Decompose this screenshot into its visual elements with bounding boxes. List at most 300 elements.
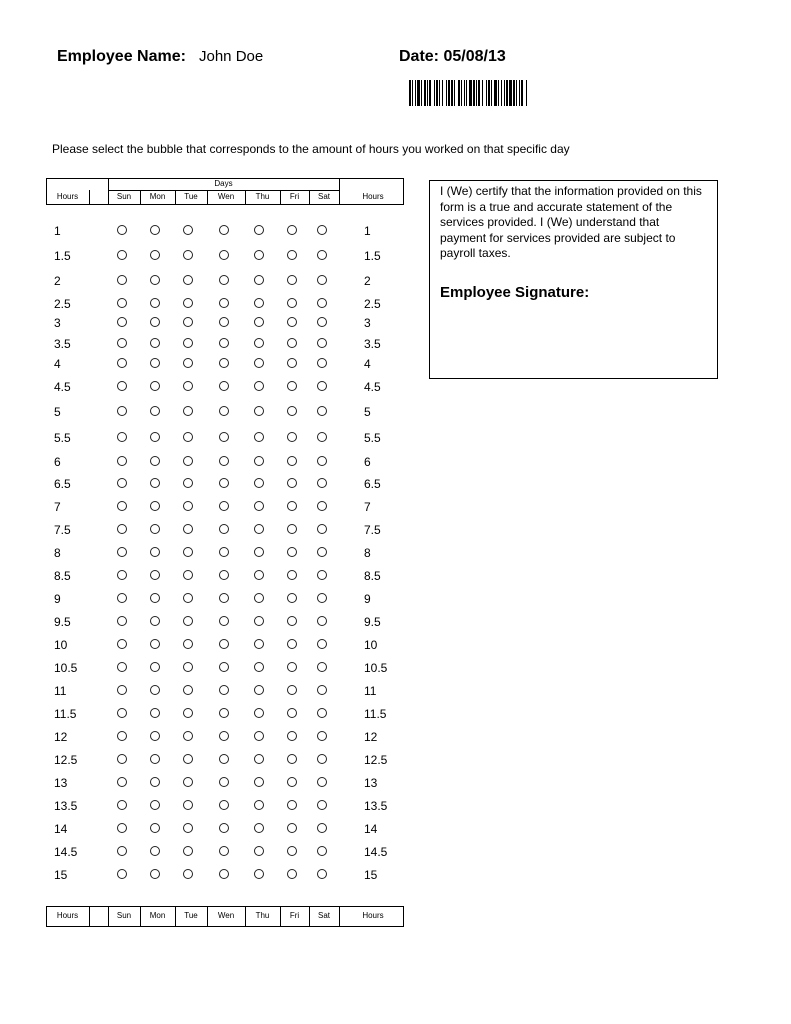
bubble-sun[interactable] (117, 593, 127, 603)
day-header-thu: Thu (255, 192, 270, 201)
hours-value-left: 12.5 (54, 753, 78, 767)
day-header-wen: Wen (217, 911, 235, 920)
table-rule (89, 906, 90, 926)
hours-value-left: 11.5 (54, 707, 77, 721)
bubble-fri[interactable] (287, 317, 297, 327)
bubble-thu[interactable] (254, 358, 264, 368)
bubble-thu[interactable] (254, 662, 264, 672)
bubble-sat[interactable] (317, 358, 327, 368)
hours-value-left: 3.5 (54, 337, 71, 351)
bubble-sun[interactable] (117, 456, 127, 466)
bubble-wen[interactable] (219, 225, 229, 235)
bubble-wen[interactable] (219, 846, 229, 856)
day-header-fri: Fri (289, 192, 300, 201)
table-row (0, 224, 420, 240)
table-rule (403, 906, 404, 926)
table-rule (339, 906, 340, 926)
bubble-sat[interactable] (317, 777, 327, 787)
bubble-thu[interactable] (254, 298, 264, 308)
table-row (0, 523, 420, 539)
table-rule (46, 204, 404, 205)
bubble-mon[interactable] (150, 685, 160, 695)
bubble-fri[interactable] (287, 616, 297, 626)
bubble-sat[interactable] (317, 708, 327, 718)
bubble-fri[interactable] (287, 275, 297, 285)
bubble-tue[interactable] (183, 800, 193, 810)
bubble-fri[interactable] (287, 731, 297, 741)
bubble-fri[interactable] (287, 754, 297, 764)
employee-name-value: John Doe (199, 48, 264, 65)
bubble-fri[interactable] (287, 298, 297, 308)
table-row (0, 753, 420, 769)
table-row (0, 477, 420, 493)
hours-value-right: 7 (364, 500, 371, 514)
bubble-wen[interactable] (219, 317, 229, 327)
table-row (0, 357, 420, 373)
bubble-sun[interactable] (117, 869, 127, 879)
bubble-tue[interactable] (183, 381, 193, 391)
table-row (0, 249, 420, 265)
days-header-top (46, 178, 404, 204)
bubble-mon[interactable] (150, 406, 160, 416)
bubble-sun[interactable] (117, 570, 127, 580)
bubble-wen[interactable] (219, 639, 229, 649)
bubble-fri[interactable] (287, 547, 297, 557)
bubble-sun[interactable] (117, 823, 127, 833)
bubble-thu[interactable] (254, 456, 264, 466)
hours-column-header: Hours (56, 911, 79, 920)
bubble-tue[interactable] (183, 275, 193, 285)
bubble-tue[interactable] (183, 406, 193, 416)
bubble-sun[interactable] (117, 298, 127, 308)
bubble-thu[interactable] (254, 777, 264, 787)
instructions-text: Please select the bubble that corresponds to the amount of hours you worked on that specific day (52, 142, 570, 156)
hours-value-left: 1 (54, 224, 61, 238)
hours-value-left: 9 (54, 592, 61, 606)
bubble-tue[interactable] (183, 616, 193, 626)
bubble-sat[interactable] (317, 731, 327, 741)
table-row (0, 845, 420, 861)
bubble-sun[interactable] (117, 639, 127, 649)
bubble-sun[interactable] (117, 358, 127, 368)
table-row (0, 569, 420, 585)
bubble-fri[interactable] (287, 456, 297, 466)
hours-value-right: 5 (364, 405, 371, 419)
hours-value-left: 8 (54, 546, 61, 560)
bubble-mon[interactable] (150, 593, 160, 603)
bubble-fri[interactable] (287, 338, 297, 348)
bubble-tue[interactable] (183, 432, 193, 442)
bubble-wen[interactable] (219, 338, 229, 348)
bubble-tue[interactable] (183, 501, 193, 511)
bubble-thu[interactable] (254, 869, 264, 879)
bubble-mon[interactable] (150, 823, 160, 833)
table-row (0, 380, 420, 396)
table-row (0, 592, 420, 608)
bubble-sat[interactable] (317, 338, 327, 348)
bubble-fri[interactable] (287, 662, 297, 672)
bubble-fri[interactable] (287, 432, 297, 442)
hours-value-right: 15 (364, 868, 378, 882)
bubble-wen[interactable] (219, 547, 229, 557)
bubble-mon[interactable] (150, 754, 160, 764)
table-row (0, 684, 420, 700)
hours-value-left: 4.5 (54, 380, 71, 394)
bubble-sat[interactable] (317, 478, 327, 488)
bubble-fri[interactable] (287, 225, 297, 235)
bubble-mon[interactable] (150, 250, 160, 260)
bubble-tue[interactable] (183, 731, 193, 741)
bubble-sun[interactable] (117, 432, 127, 442)
bubble-mon[interactable] (150, 275, 160, 285)
bubble-sat[interactable] (317, 524, 327, 534)
table-rule (339, 178, 340, 204)
hours-value-right: 9.5 (364, 615, 381, 629)
bubble-thu[interactable] (254, 338, 264, 348)
hours-value-right: 6 (364, 455, 371, 469)
day-header-fri: Fri (289, 911, 300, 920)
bubble-wen[interactable] (219, 406, 229, 416)
bubble-sun[interactable] (117, 501, 127, 511)
bubble-tue[interactable] (183, 317, 193, 327)
table-row (0, 546, 420, 562)
bubble-fri[interactable] (287, 639, 297, 649)
bubble-wen[interactable] (219, 456, 229, 466)
bubble-wen[interactable] (219, 869, 229, 879)
day-header-thu: Thu (255, 911, 270, 920)
table-row (0, 615, 420, 631)
bubble-sat[interactable] (317, 823, 327, 833)
bubble-wen[interactable] (219, 570, 229, 580)
bubble-wen[interactable] (219, 800, 229, 810)
bubble-fri[interactable] (287, 358, 297, 368)
table-rule (403, 178, 404, 204)
hours-value-right: 14 (364, 822, 378, 836)
hours-value-right: 5.5 (364, 431, 381, 445)
bubble-fri[interactable] (287, 406, 297, 416)
hours-value-left: 15 (54, 868, 68, 882)
bubble-mon[interactable] (150, 800, 160, 810)
day-header-sat: Sat (317, 911, 330, 920)
bubble-tue[interactable] (183, 358, 193, 368)
hours-value-right: 1 (364, 224, 371, 238)
hours-value-left: 2 (54, 274, 61, 288)
bubble-tue[interactable] (183, 250, 193, 260)
hours-value-right: 9 (364, 592, 371, 606)
hours-value-left: 4 (54, 357, 61, 371)
bubble-mon[interactable] (150, 708, 160, 718)
bubble-sun[interactable] (117, 800, 127, 810)
bubble-mon[interactable] (150, 524, 160, 534)
bubble-sat[interactable] (317, 406, 327, 416)
bubble-sun[interactable] (117, 685, 127, 695)
day-header-sun: Sun (116, 911, 132, 920)
table-row (0, 500, 420, 516)
bubble-sun[interactable] (117, 338, 127, 348)
bubble-sun[interactable] (117, 754, 127, 764)
table-row (0, 799, 420, 815)
bubble-sat[interactable] (317, 869, 327, 879)
bubble-thu[interactable] (254, 501, 264, 511)
hours-value-right: 13.5 (364, 799, 388, 813)
bubble-sun[interactable] (117, 777, 127, 787)
bubble-sun[interactable] (117, 225, 127, 235)
bubble-sun[interactable] (117, 616, 127, 626)
day-header-tue: Tue (184, 911, 198, 920)
bubble-fri[interactable] (287, 800, 297, 810)
bubble-mon[interactable] (150, 731, 160, 741)
bubble-thu[interactable] (254, 250, 264, 260)
bubble-fri[interactable] (287, 869, 297, 879)
bubble-thu[interactable] (254, 275, 264, 285)
bubble-sun[interactable] (117, 275, 127, 285)
bubble-sun[interactable] (117, 478, 127, 488)
bubble-thu[interactable] (254, 616, 264, 626)
bubble-wen[interactable] (219, 298, 229, 308)
bubble-thu[interactable] (254, 639, 264, 649)
bubble-sun[interactable] (117, 731, 127, 741)
bubble-sat[interactable] (317, 432, 327, 442)
bubble-mon[interactable] (150, 639, 160, 649)
bubble-wen[interactable] (219, 662, 229, 672)
bubble-thu[interactable] (254, 685, 264, 695)
bubble-mon[interactable] (150, 478, 160, 488)
table-row (0, 822, 420, 838)
bubble-thu[interactable] (254, 317, 264, 327)
bubble-tue[interactable] (183, 338, 193, 348)
bubble-wen[interactable] (219, 754, 229, 764)
bubble-fri[interactable] (287, 381, 297, 391)
bubble-tue[interactable] (183, 298, 193, 308)
table-row (0, 638, 420, 654)
table-rule (108, 190, 339, 191)
bubble-sat[interactable] (317, 250, 327, 260)
bubble-sun[interactable] (117, 524, 127, 534)
hours-value-right: 3 (364, 316, 371, 330)
bubble-sun[interactable] (117, 547, 127, 557)
bubble-fri[interactable] (287, 250, 297, 260)
day-header-wen: Wen (217, 192, 235, 201)
hours-value-left: 7.5 (54, 523, 71, 537)
bubble-tue[interactable] (183, 777, 193, 787)
bubble-sat[interactable] (317, 570, 327, 580)
bubble-mon[interactable] (150, 616, 160, 626)
bubble-sun[interactable] (117, 381, 127, 391)
bubble-sat[interactable] (317, 800, 327, 810)
hours-value-right: 10 (364, 638, 378, 652)
bubble-sun[interactable] (117, 317, 127, 327)
hours-value-right: 3.5 (364, 337, 381, 351)
bubble-sat[interactable] (317, 298, 327, 308)
bubble-mon[interactable] (150, 501, 160, 511)
table-row (0, 405, 420, 421)
bubble-sat[interactable] (317, 381, 327, 391)
hours-value-right: 11.5 (364, 707, 387, 721)
bubble-thu[interactable] (254, 225, 264, 235)
hours-value-right: 8 (364, 546, 371, 560)
bubble-fri[interactable] (287, 478, 297, 488)
bubble-mon[interactable] (150, 432, 160, 442)
bubble-mon[interactable] (150, 381, 160, 391)
bubble-wen[interactable] (219, 275, 229, 285)
bubble-thu[interactable] (254, 381, 264, 391)
hours-value-left: 9.5 (54, 615, 71, 629)
bubble-mon[interactable] (150, 869, 160, 879)
bubble-tue[interactable] (183, 570, 193, 580)
bubble-wen[interactable] (219, 616, 229, 626)
bubble-mon[interactable] (150, 777, 160, 787)
hours-value-right: 6.5 (364, 477, 381, 491)
barcode (409, 80, 603, 106)
table-row (0, 274, 420, 290)
table-row (0, 868, 420, 884)
days-group-header: Days (214, 179, 233, 188)
bubble-tue[interactable] (183, 846, 193, 856)
bubble-tue[interactable] (183, 823, 193, 833)
day-header-sat: Sat (317, 192, 330, 201)
bubble-fri[interactable] (287, 685, 297, 695)
hours-column-header: Hours (362, 911, 384, 920)
bubble-sun[interactable] (117, 846, 127, 856)
bubble-mon[interactable] (150, 225, 160, 235)
bubble-tue[interactable] (183, 524, 193, 534)
bubble-tue[interactable] (183, 225, 193, 235)
bubble-mon[interactable] (150, 338, 160, 348)
bubble-thu[interactable] (254, 478, 264, 488)
hours-value-left: 5.5 (54, 431, 71, 445)
bubble-thu[interactable] (254, 731, 264, 741)
hours-value-left: 2.5 (54, 297, 71, 311)
bubble-fri[interactable] (287, 501, 297, 511)
signature-label: Employee Signature: (440, 284, 590, 301)
bubble-sat[interactable] (317, 593, 327, 603)
table-row (0, 661, 420, 677)
bubble-mon[interactable] (150, 456, 160, 466)
bubble-thu[interactable] (254, 524, 264, 534)
bubble-wen[interactable] (219, 381, 229, 391)
bubble-thu[interactable] (254, 432, 264, 442)
bubble-thu[interactable] (254, 547, 264, 557)
hours-value-right: 8.5 (364, 569, 381, 583)
bubble-wen[interactable] (219, 823, 229, 833)
bubble-mon[interactable] (150, 570, 160, 580)
table-rule (89, 190, 90, 204)
hours-value-left: 1.5 (54, 249, 71, 263)
bubble-wen[interactable] (219, 524, 229, 534)
bubble-wen[interactable] (219, 593, 229, 603)
bubble-tue[interactable] (183, 869, 193, 879)
bubble-sat[interactable] (317, 317, 327, 327)
bubble-wen[interactable] (219, 501, 229, 511)
bubble-thu[interactable] (254, 754, 264, 764)
bubble-mon[interactable] (150, 547, 160, 557)
bubble-mon[interactable] (150, 317, 160, 327)
table-row (0, 707, 420, 723)
bubble-wen[interactable] (219, 777, 229, 787)
bubble-thu[interactable] (254, 846, 264, 856)
bubble-sat[interactable] (317, 846, 327, 856)
bubble-tue[interactable] (183, 754, 193, 764)
bubble-fri[interactable] (287, 524, 297, 534)
bubble-sat[interactable] (317, 225, 327, 235)
bubble-tue[interactable] (183, 456, 193, 466)
bubble-tue[interactable] (183, 639, 193, 649)
bubble-sat[interactable] (317, 547, 327, 557)
bubble-tue[interactable] (183, 478, 193, 488)
hours-value-right: 7.5 (364, 523, 381, 537)
bubble-fri[interactable] (287, 570, 297, 580)
bubble-wen[interactable] (219, 432, 229, 442)
hours-value-right: 11 (364, 684, 377, 698)
table-rule (46, 926, 404, 927)
hours-value-left: 14 (54, 822, 68, 836)
hours-value-right: 4.5 (364, 380, 381, 394)
bubble-thu[interactable] (254, 593, 264, 603)
day-header-tue: Tue (184, 192, 198, 201)
bubble-sat[interactable] (317, 639, 327, 649)
bubble-thu[interactable] (254, 570, 264, 580)
bubble-sun[interactable] (117, 250, 127, 260)
bubble-mon[interactable] (150, 662, 160, 672)
bubble-fri[interactable] (287, 777, 297, 787)
bubble-thu[interactable] (254, 406, 264, 416)
bubble-thu[interactable] (254, 708, 264, 718)
bubble-fri[interactable] (287, 708, 297, 718)
hours-value-left: 14.5 (54, 845, 78, 859)
bubble-tue[interactable] (183, 547, 193, 557)
bubble-sat[interactable] (317, 685, 327, 695)
bubble-wen[interactable] (219, 708, 229, 718)
bubble-fri[interactable] (287, 823, 297, 833)
bubble-fri[interactable] (287, 846, 297, 856)
bubble-mon[interactable] (150, 358, 160, 368)
bubble-wen[interactable] (219, 250, 229, 260)
bubble-wen[interactable] (219, 358, 229, 368)
bubble-sat[interactable] (317, 616, 327, 626)
bubble-sat[interactable] (317, 275, 327, 285)
bubble-wen[interactable] (219, 478, 229, 488)
certification-text: I (We) certify that the information provided on this form is a true and accurate statement of the services provided. I (We) understand that payment for services provided are subject to payroll taxes. (440, 184, 702, 260)
bubble-thu[interactable] (254, 800, 264, 810)
bubble-sat[interactable] (317, 456, 327, 466)
bubble-sat[interactable] (317, 754, 327, 764)
bubble-sun[interactable] (117, 406, 127, 416)
table-rule (46, 906, 404, 907)
bubble-tue[interactable] (183, 685, 193, 695)
bubble-sat[interactable] (317, 501, 327, 511)
bubble-sun[interactable] (117, 662, 127, 672)
hours-column-header: Hours (56, 192, 79, 201)
bubble-thu[interactable] (254, 823, 264, 833)
bubble-tue[interactable] (183, 662, 193, 672)
bubble-mon[interactable] (150, 298, 160, 308)
hours-value-right: 4 (364, 357, 371, 371)
hours-value-left: 6.5 (54, 477, 71, 491)
bubble-sun[interactable] (117, 708, 127, 718)
bubble-tue[interactable] (183, 708, 193, 718)
bubble-tue[interactable] (183, 593, 193, 603)
hours-value-left: 10 (54, 638, 68, 652)
bubble-fri[interactable] (287, 593, 297, 603)
bubble-sat[interactable] (317, 662, 327, 672)
bubble-wen[interactable] (219, 731, 229, 741)
hours-value-left: 7 (54, 500, 61, 514)
bubble-mon[interactable] (150, 846, 160, 856)
table-row (0, 297, 420, 313)
hours-value-left: 8.5 (54, 569, 71, 583)
bubble-wen[interactable] (219, 685, 229, 695)
hours-value-left: 13 (54, 776, 68, 790)
